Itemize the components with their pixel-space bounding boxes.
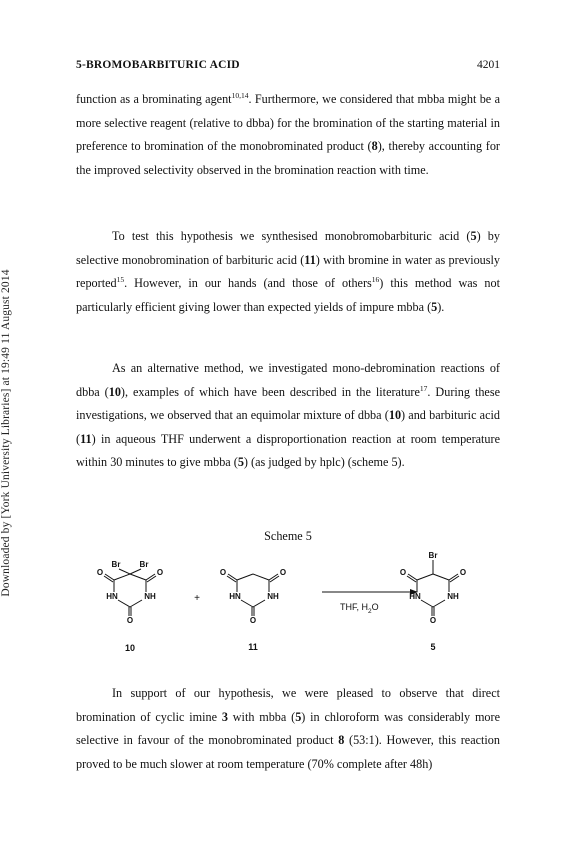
- compound-label-10: 10: [124, 643, 136, 653]
- atom-br: Br: [139, 560, 149, 569]
- download-watermark-text: Downloaded by [York University Libraries] at 19:49 11 August 2014: [0, 269, 12, 597]
- paragraph-1: [76, 88, 500, 182]
- text: ) and barbituric acid (: [76, 408, 500, 446]
- text: ), examples of which have been described in the literature: [120, 384, 420, 399]
- text: ) by selective monobromination of barbituric acid (: [76, 229, 500, 267]
- running-title: 5-BROMOBARBITURIC ACID: [76, 59, 240, 71]
- compound-ref: 10: [388, 408, 402, 422]
- atom-br: Br: [111, 560, 121, 569]
- reference: 10,14: [231, 91, 249, 100]
- compound-ref: 5: [470, 229, 477, 243]
- paragraph-3: [76, 357, 500, 475]
- atom-o: O: [249, 616, 257, 625]
- reaction-conditions: THF, $H_2O$: [340, 602, 379, 615]
- text: . Furthermore, we considered that mbba might be a more selective reagent (relative to dbba) for the bromination of the starting material in preference to bromination of the monobrominated product (: [76, 92, 500, 153]
- atom-o: O: [429, 616, 437, 625]
- atom-br: Br: [428, 551, 438, 560]
- compound-label-11: 11: [248, 642, 258, 652]
- compound-label-5: 5: [430, 642, 436, 652]
- atom-nh: NH: [267, 592, 279, 601]
- paragraph-4: [76, 682, 500, 776]
- atom-nh: NH: [144, 592, 156, 601]
- running-header: [76, 59, 500, 75]
- atom-o: O: [219, 568, 227, 577]
- text: with mbba (: [227, 709, 296, 724]
- text: ) with bromine in water as previously reported: [76, 252, 500, 290]
- atom-o: O: [459, 568, 467, 577]
- compound-ref: 8: [371, 139, 378, 153]
- atom-o: O: [96, 568, 104, 577]
- atom-hn: HN: [409, 592, 421, 601]
- atom-o: O: [399, 568, 407, 577]
- text: ) in aqueous THF underwent a disproportionation reaction at room temperature within 30 minutes to give mbba (: [76, 431, 500, 469]
- text: . However, in our hands (and those of others: [124, 276, 372, 290]
- compound-ref: 3: [221, 709, 228, 724]
- compound-ref: 8: [338, 733, 345, 747]
- reaction-scheme: [0, 545, 576, 660]
- atom-o: O: [156, 568, 164, 577]
- compound-ref: 10: [108, 384, 121, 399]
- text: ) (as judged by hplc) (scheme 5).: [243, 455, 405, 469]
- text: . During these investigations, we observed that an equimolar mixture of dbba (: [76, 384, 500, 422]
- text: function as a brominating agent: [76, 92, 232, 106]
- compound-ref: 11: [80, 431, 92, 446]
- text: ) in chloroform was considerably more selective in favour of the monobrominated product: [76, 709, 500, 747]
- scheme-title: Scheme 5: [264, 529, 312, 543]
- compound-ref: 11: [304, 252, 316, 267]
- paragraph-2: [76, 225, 500, 319]
- atom-hn: HN: [229, 592, 241, 601]
- atom-o: O: [279, 568, 287, 577]
- compound-ref: 5: [431, 299, 438, 314]
- text: ), thereby accounting for the improved selectivity observed in the bromination reaction with time.: [76, 139, 500, 177]
- reference: 16: [371, 275, 380, 284]
- compound-ref: 5: [295, 709, 302, 724]
- text: ).: [437, 299, 445, 314]
- page-number: 4201: [477, 59, 500, 71]
- text: (53:1). However, this reaction proved to be much slower at room temperature (70% complete after 48h): [76, 733, 500, 771]
- atom-o: O: [126, 616, 134, 625]
- atom-hn: HN: [106, 592, 118, 601]
- text: ) this method was not particularly efficient giving lower than expected yields of impure mbba (: [76, 276, 500, 314]
- plus-sign: +: [194, 593, 200, 604]
- compound-ref: 5: [237, 455, 244, 469]
- download-watermark: [0, 269, 16, 597]
- text: In support of our hypothesis, we were pleased to observe that direct bromination of cyclic imine: [76, 686, 500, 724]
- text: As an alternative method, we investigated mono-debromination reactions of dbba (: [76, 361, 500, 399]
- reference: 17: [419, 383, 428, 393]
- text: To test this hypothesis we synthesised monobromobarbituric acid (: [112, 229, 471, 243]
- atom-nh: NH: [447, 592, 459, 601]
- reference: 15: [116, 275, 125, 284]
